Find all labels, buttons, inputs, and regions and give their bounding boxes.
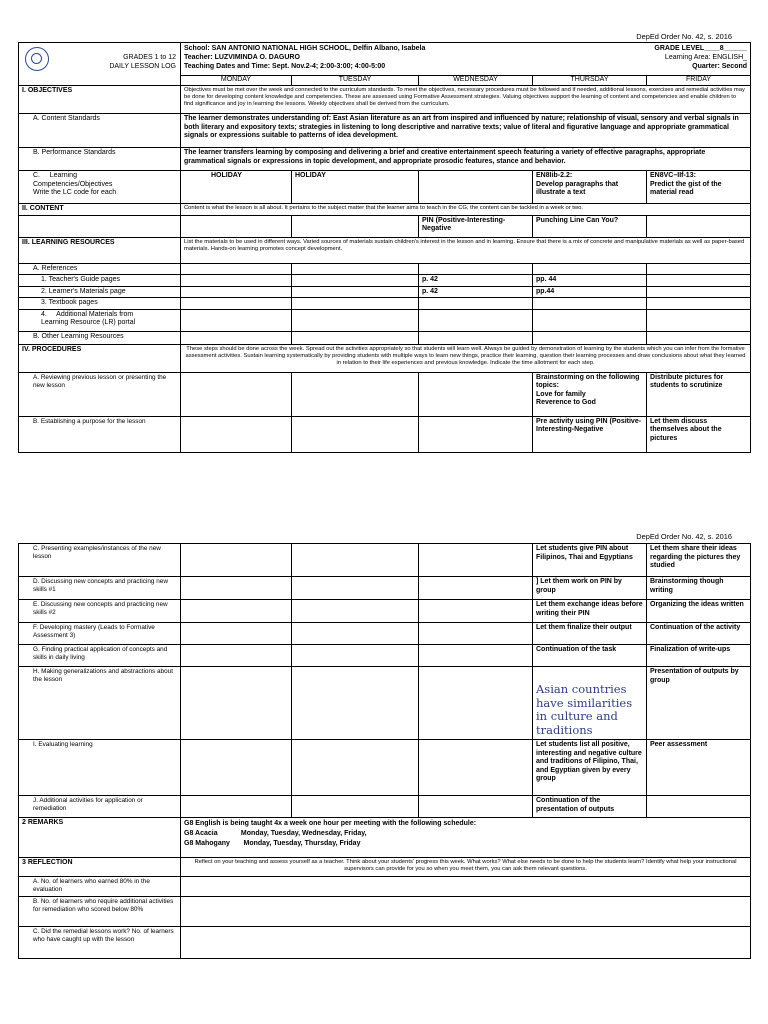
- teacher-name: Teacher: LUZVIMINDA O. DAGURO: [184, 54, 300, 62]
- procedure-i-label: I. Evaluating learning: [19, 740, 181, 796]
- teaching-dates: Teaching Dates and Time: Sept. Nov.2-4; 2:00-3:00; 4:00-5:00: [184, 63, 386, 71]
- competency-monday: HOLIDAY: [181, 171, 292, 204]
- procedure-h-wednesday: Asian countries have similarities in culture and traditions: [536, 681, 633, 738]
- remarks-line1: G8 English is being taught 4x a week one hour per meeting with the following schedule:: [184, 820, 477, 827]
- procedure-j-wednesday: Continuation of the presentation of outputs: [533, 796, 647, 818]
- performance-standards-text: The learner transfers learning by composing and delivering a brief and creative entertainment speech featuring a variety of effective paragraphs, appropriate grammatical signals or expressions in topic development, and appropriate prosodic features, stance and behavior.: [181, 148, 751, 171]
- content-note: Content is what the lesson is all about. It pertains to the subject matter that the learner aims to teach in the CG, the content can be tackled in a week or two.: [181, 204, 751, 216]
- procedure-f-label: F. Developing mastery (Leads to Formative Assessment 3): [19, 623, 181, 645]
- competency-tuesday: HOLIDAY: [292, 171, 419, 204]
- deped-order-label-page2: DepEd Order No. 42, s. 2016: [636, 532, 732, 541]
- competencies-label: C. Learning Competencies/Objectives Write the LC code for each: [19, 171, 181, 204]
- learners-materials-wednesday: p. 42: [419, 286, 533, 298]
- procedure-c-wednesday: Let students give PIN about Filipinos, Thai and Egyptians: [533, 544, 647, 577]
- learning-area: Learning Area: ENGLISH_: [664, 54, 748, 62]
- procedure-i-wednesday: Let students list all positive, interesting and negative culture and traditions of Filipino, Thai, and Egyptian given by every group: [533, 740, 647, 796]
- procedure-h-thursday: Presentation of outputs by group: [647, 667, 751, 740]
- performance-standards-label: B. Performance Standards: [19, 148, 181, 171]
- procedure-e-wednesday: Let them exchange ideas before writing their PIN: [533, 600, 647, 623]
- content-wednesday: PIN (Positive-Interesting-Negative: [419, 215, 533, 237]
- procedure-e-thursday: Organizing the ideas written: [647, 600, 751, 623]
- procedure-b-wednesday: Pre activity using PIN (Positive-Interesting-Negative: [533, 416, 647, 452]
- learning-resources-label: III. LEARNING RESOURCES: [19, 237, 181, 263]
- day-monday: MONDAY: [181, 76, 292, 86]
- learners-materials-thursday: pp.44: [533, 286, 647, 298]
- reflection-note: Reflect on your teaching and assess yourself as a teacher. Think about your students' progress this week. What works? What else needs to be done to help the students learn? Identify what help your instructional supervisors can provide for you so when you meet them, you can ask them relevant questions.: [181, 858, 751, 877]
- header-left-cell: [19, 43, 181, 86]
- remarks-label: 2 REMARKS: [19, 818, 181, 858]
- procedure-d-label: D. Discussing new concepts and practicing new skills #1: [19, 577, 181, 600]
- procedures-label: IV. PROCEDURES: [19, 344, 181, 372]
- procedure-a-thursday: Distribute pictures for students to scrutinize: [647, 372, 751, 416]
- procedure-a-label: A. Reviewing previous lesson or presenting the new lesson: [19, 372, 181, 416]
- procedure-f-thursday: Continuation of the activity: [647, 623, 751, 645]
- procedure-a-wednesday: Brainstorming on the following topics: Love for family Reverence to God: [533, 372, 647, 416]
- quarter: Quarter: Second: [692, 63, 748, 71]
- content-standards-text: The learner demonstrates understanding of: East Asian literature as an art from inspired and influenced by nature; relationship of visual, sensory and verbal signals in both literary and expository texts; strategies in listening to long descriptive and narrative texts; value of literal and figurative language and appropriate grammatical signals or expressions suitable to patterns of idea development.: [181, 114, 751, 148]
- day-wednesday: WEDNESDAY: [419, 76, 533, 86]
- grades-label: GRADES 1 to 12: [123, 54, 176, 61]
- objectives-label: I. OBJECTIVES: [19, 86, 181, 114]
- reflection-label: 3 REFLECTION: [19, 858, 181, 877]
- procedure-g-thursday: Finalization of write-ups: [647, 645, 751, 667]
- teachers-guide-label: 1. Teacher's Guide pages: [19, 275, 181, 287]
- procedure-g-wednesday: Continuation of the task: [533, 645, 647, 667]
- teachers-guide-wednesday: p. 42: [419, 275, 533, 287]
- references-label: A. References: [19, 263, 181, 275]
- procedure-b-thursday: Let them discuss themselves about the pictures: [647, 416, 751, 452]
- teachers-guide-thursday: pp. 44: [533, 275, 647, 287]
- reflection-b-label: B. No. of learners who require additional activities for remediation who scored below 80%: [19, 897, 181, 927]
- procedure-c-label: C. Presenting examples/instances of the new lesson: [19, 544, 181, 577]
- procedure-i-thursday: Peer assessment: [647, 740, 751, 796]
- procedure-e-label: E. Discussing new concepts and practicing new skills #2: [19, 600, 181, 623]
- procedure-c-thursday: Let them share their ideas regarding the pictures they studied: [647, 544, 751, 577]
- school-info-cell: [181, 43, 533, 76]
- procedure-g-label: G. Finding practical application of concepts and skills in daily living: [19, 645, 181, 667]
- other-resources-label: B. Other Learning Resources: [19, 331, 181, 344]
- content-standards-label: A. Content Standards: [19, 114, 181, 148]
- competency-thursday: EN8VC–IIf-13: Predict the gist of the material read: [647, 171, 751, 204]
- objectives-note: Objectives must be met over the week and connected to the curriculum standards. To meet the objectives, necessary procedures must be followed and if needed, additional lessons, exercises and remedial activities may be done for developing content knowledge and competencies. These are assessed using Formative Assessment strategies. Valuing objectives support the learning of content and competencies and enable children to find significance and joy in learning the lessons. Weekly objectives shall be derived from the curriculum.: [181, 86, 751, 114]
- daily-lesson-log-label: DAILY LESSON LOG: [109, 63, 176, 71]
- content-thursday: Punching Line Can You?: [533, 215, 647, 237]
- grade-info-cell: [533, 43, 751, 76]
- day-tuesday: TUESDAY: [292, 76, 419, 86]
- lesson-log-table-page2: [18, 543, 751, 959]
- competency-wednesday: EN8Iib-2.2: Develop paragraphs that illustrate a text: [533, 171, 647, 204]
- procedures-note: These steps should be done across the week. Spread out the activities appropriately so that students will learn well. Always be guided by demonstration of learning by the students which you can infer from the formative assessment activities. Sustain learning systematically by providing students with multiple ways to learn new things, practice their learning, question their learning processes and draw conclusions about what they learned in relation to their life experiences and previous knowledge. Indicate the time allotment for each step.: [181, 344, 751, 372]
- school-name: School: SAN ANTONIO NATIONAL HIGH SCHOOL, Delfin Albano, Isabela: [184, 45, 426, 52]
- textbook-pages-label: 3. Textbook pages: [19, 298, 181, 310]
- deped-seal-icon: [25, 47, 49, 71]
- procedure-b-label: B. Establishing a purpose for the lesson: [19, 416, 181, 452]
- lr-portal-label: 4. Additional Materials from Learning Resource (LR) portal: [19, 309, 181, 331]
- procedure-h-label: H. Making generalizations and abstractions about the lesson: [19, 667, 181, 740]
- remarks-line2: G8 Acacia Monday, Tuesday, Wednesday, Friday,: [184, 830, 367, 838]
- reflection-c-label: C. Did the remedial lessons work? No. of learners who have caught up with the lesson: [19, 927, 181, 959]
- learning-resources-note: List the materials to be used in different ways. Varied sources of materials sustain children's interest in the lesson and in learning. Ensure that there is a mix of concrete and manipulative materials as well as paper-based materials. Hands-on learning promotes concept development.: [181, 237, 751, 263]
- procedure-d-thursday: Brainstorming though writing: [647, 577, 751, 600]
- procedure-d-wednesday: ] Let them work on PIN by group: [533, 577, 647, 600]
- day-thursday: THURSDAY: [533, 76, 647, 86]
- remarks-line3: G8 Mahogany Monday, Tuesday, Thursday, Friday: [184, 840, 361, 848]
- remarks-text: [181, 818, 751, 858]
- deped-order-label: DepEd Order No. 42, s. 2016: [636, 32, 732, 41]
- reflection-a-label: A. No. of learners who earned 80% in the evaluation: [19, 877, 181, 897]
- procedure-j-label: J. Additional activities for application or remediation: [19, 796, 181, 818]
- learners-materials-label: 2. Learner's Materials page: [19, 286, 181, 298]
- lesson-log-table-page1: [18, 42, 751, 453]
- content-label: II. CONTENT: [19, 204, 181, 216]
- day-friday: FRIDAY: [647, 76, 751, 86]
- grade-level: GRADE LEVEL____8______: [654, 45, 748, 52]
- procedure-f-wednesday: Let them finalize their output: [533, 623, 647, 645]
